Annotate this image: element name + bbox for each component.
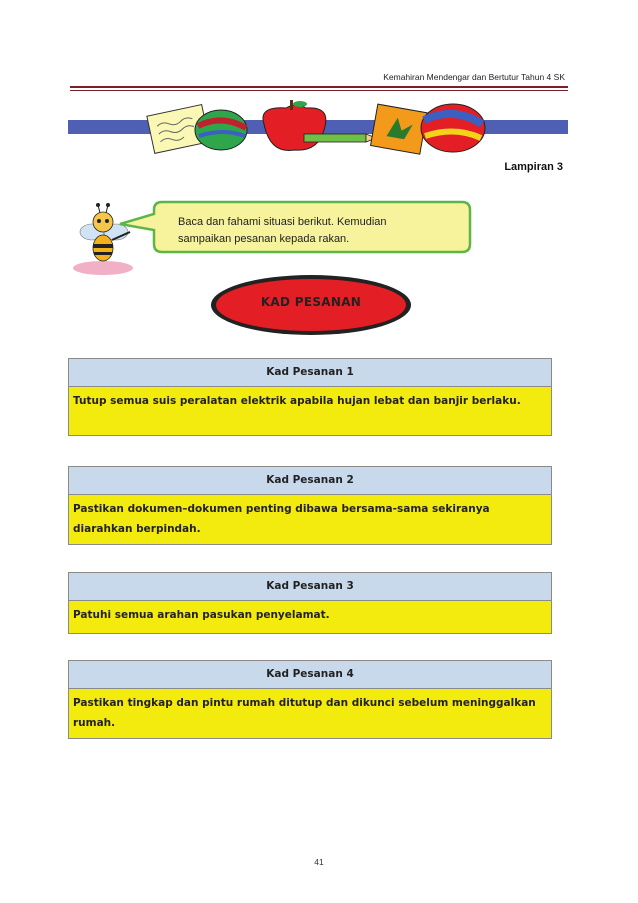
- appendix-label: Lampiran 3: [504, 161, 563, 173]
- message-card-2: [68, 466, 552, 545]
- card-heading: Kad Pesanan 3: [69, 573, 551, 601]
- instruction-line-2: sampaikan pesanan kepada rakan.: [178, 233, 350, 245]
- page-number: 41: [314, 857, 324, 867]
- card-text: Patuhi semua arahan pasukan penyelamat.: [73, 609, 330, 621]
- message-card-3: [68, 572, 552, 634]
- message-card-4: [68, 660, 552, 739]
- header-rule: [70, 86, 568, 88]
- page-title: KAD PESANAN: [260, 295, 362, 309]
- card-heading: Kad Pesanan 1: [69, 359, 551, 387]
- header-rule-thin: [70, 90, 568, 91]
- card-heading: Kad Pesanan 4: [69, 661, 551, 689]
- instruction-text: [178, 214, 458, 248]
- message-card-1: [68, 358, 552, 436]
- card-text: Pastikan dokumen–dokumen penting dibawa bersama-sama sekiranya diarahkan berpindah.: [73, 503, 490, 535]
- instruction-line-1: Baca dan fahami situasi berikut. Kemudian: [178, 216, 387, 228]
- card-heading: Kad Pesanan 2: [69, 467, 551, 495]
- card-text: Pastikan tingkap dan pintu rumah ditutup dan dikunci sebelum meninggalkan rumah.: [73, 697, 536, 729]
- running-header: Kemahiran Mendengar dan Bertutur Tahun 4 SK: [383, 72, 565, 82]
- card-text: Tutup semua suis peralatan elektrik apabila hujan lebat dan banjir berlaku.: [73, 395, 521, 407]
- banner-clipart-icon: [68, 96, 568, 156]
